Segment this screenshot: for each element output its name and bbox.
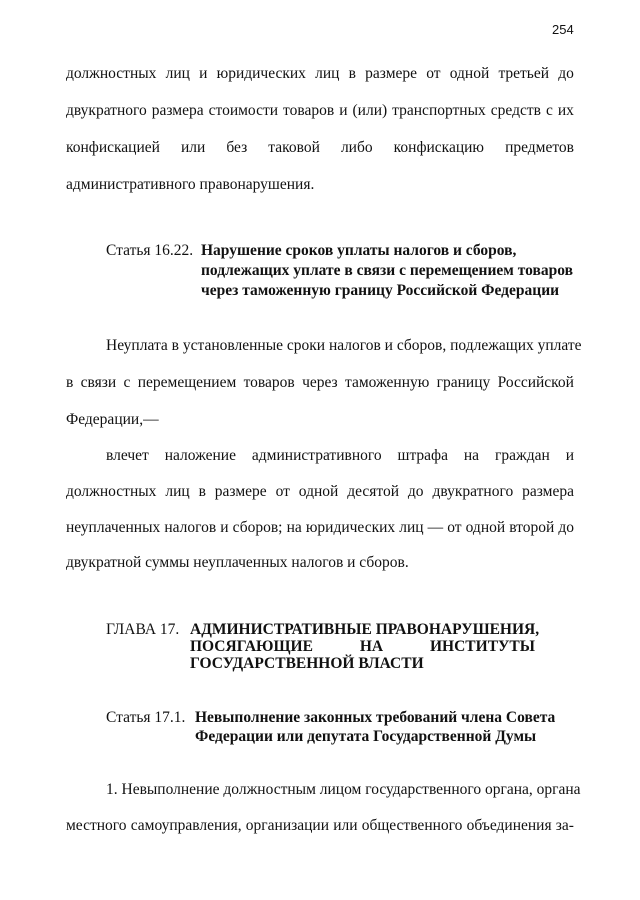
- chapter-title-line: ГОСУДАРСТВЕННОЙ ВЛАСТИ: [190, 655, 424, 672]
- word: объединения: [466, 817, 552, 834]
- word: размере: [365, 65, 418, 82]
- word: стоимости: [208, 102, 279, 119]
- word: средств: [490, 102, 541, 119]
- word: десятой: [347, 483, 400, 500]
- word: на: [463, 447, 480, 464]
- word: лиц: [165, 483, 190, 500]
- text-line: Федерации,—: [66, 411, 159, 428]
- word: от: [275, 483, 290, 500]
- article-title-line: через таможенную границу Российской Федерации: [201, 282, 560, 299]
- word: одной: [465, 519, 506, 536]
- word: до: [407, 483, 424, 500]
- word: либо: [340, 139, 373, 156]
- word: налогов: [164, 519, 217, 536]
- article-label: Статья 17.1.: [106, 709, 186, 726]
- word: размера: [522, 483, 574, 500]
- word: границу: [436, 374, 491, 391]
- word: штрафа: [397, 447, 448, 464]
- word: третьей: [498, 65, 550, 82]
- word: в: [198, 483, 206, 500]
- text-line: [66, 816, 574, 836]
- word: транспортных: [392, 102, 486, 119]
- word: перемещением: [137, 374, 237, 391]
- word: с: [545, 102, 553, 119]
- word: и: [339, 102, 348, 119]
- word: ПОСЯГАЮЩИЕ: [190, 638, 313, 655]
- word: Российской: [497, 374, 574, 391]
- word: от: [447, 519, 462, 536]
- chapter-title-line: АДМИНИСТРАТИВНЫЕ ПРАВОНАРУШЕНИЯ,: [190, 621, 540, 638]
- text-line: Неуплата в установленные сроки налогов и сборов, подлежащих уплате: [106, 337, 582, 354]
- chapter-label: ГЛАВА 17.: [106, 621, 180, 638]
- word: размере: [214, 483, 267, 500]
- text-line: [106, 446, 574, 466]
- article-title-line: Невыполнение законных требований члена Совета: [195, 709, 556, 726]
- word: наложение: [164, 447, 236, 464]
- word: товаров: [283, 102, 335, 119]
- word: таковой: [268, 139, 320, 156]
- word: предметов: [505, 139, 574, 156]
- word: таможенную: [345, 374, 430, 391]
- word: и: [565, 447, 574, 464]
- word: с: [123, 374, 131, 391]
- word: в: [348, 65, 356, 82]
- word: одной: [449, 65, 490, 82]
- word: организации: [245, 817, 330, 834]
- word: —: [427, 519, 444, 536]
- text-line: [66, 482, 574, 502]
- article-title-line: подлежащих уплате в связи с перемещением товаров: [201, 262, 573, 279]
- word: через: [302, 374, 338, 391]
- text-line: [66, 373, 574, 393]
- word: конфискацией: [66, 139, 160, 156]
- word: их: [557, 102, 574, 119]
- word: конфискацию: [393, 139, 485, 156]
- word: и: [220, 519, 229, 536]
- word: или: [181, 139, 206, 156]
- word: граждан: [495, 447, 550, 464]
- word: одной: [298, 483, 339, 500]
- word: или: [333, 817, 358, 834]
- word: без: [226, 139, 248, 156]
- page-number: 254: [552, 22, 574, 37]
- word: в: [66, 374, 74, 391]
- word: (или): [352, 102, 388, 119]
- word: товаров: [243, 374, 295, 391]
- word: лиц: [399, 519, 424, 536]
- word: юридических: [216, 65, 306, 82]
- word: влечет: [106, 447, 149, 464]
- word: ИНСТИТУТЫ: [430, 638, 535, 655]
- word: сборов;: [232, 519, 283, 536]
- word: должностных: [66, 65, 157, 82]
- word: НА: [359, 638, 384, 655]
- article-label: Статья 16.22.: [106, 242, 194, 259]
- word: второй: [509, 519, 555, 536]
- article-title-line: Нарушение сроков уплаты налогов и сборов,: [201, 242, 517, 259]
- text-line: [66, 101, 574, 121]
- word: на: [286, 519, 302, 536]
- text-line: [66, 138, 574, 158]
- word: самоуправления,: [130, 817, 242, 834]
- word: неуплаченных: [66, 519, 161, 536]
- text-line: 1. Невыполнение должностным лицом государственного органа, органа: [106, 781, 581, 798]
- text-line: [66, 518, 574, 538]
- word: связи: [80, 374, 117, 391]
- word: двукратного: [66, 102, 147, 119]
- word: от: [426, 65, 441, 82]
- word: двукратного: [432, 483, 514, 500]
- word: административного: [251, 447, 382, 464]
- word: лиц: [315, 65, 340, 82]
- article-title-line: Федерации или депутата Государственной Думы: [195, 728, 537, 745]
- word: лиц: [165, 65, 190, 82]
- text-line: административного правонарушения.: [66, 176, 315, 193]
- word: до: [558, 519, 574, 536]
- word: за-: [555, 817, 574, 834]
- word: до: [558, 65, 574, 82]
- text-line: двукратной суммы неуплаченных налогов и сборов.: [66, 554, 409, 571]
- word: размера: [151, 102, 204, 119]
- word: общественного: [361, 817, 463, 834]
- word: юридических: [305, 519, 396, 536]
- word: должностных: [66, 483, 157, 500]
- text-line: [66, 64, 574, 84]
- word: и: [199, 65, 208, 82]
- word: местного: [66, 817, 127, 834]
